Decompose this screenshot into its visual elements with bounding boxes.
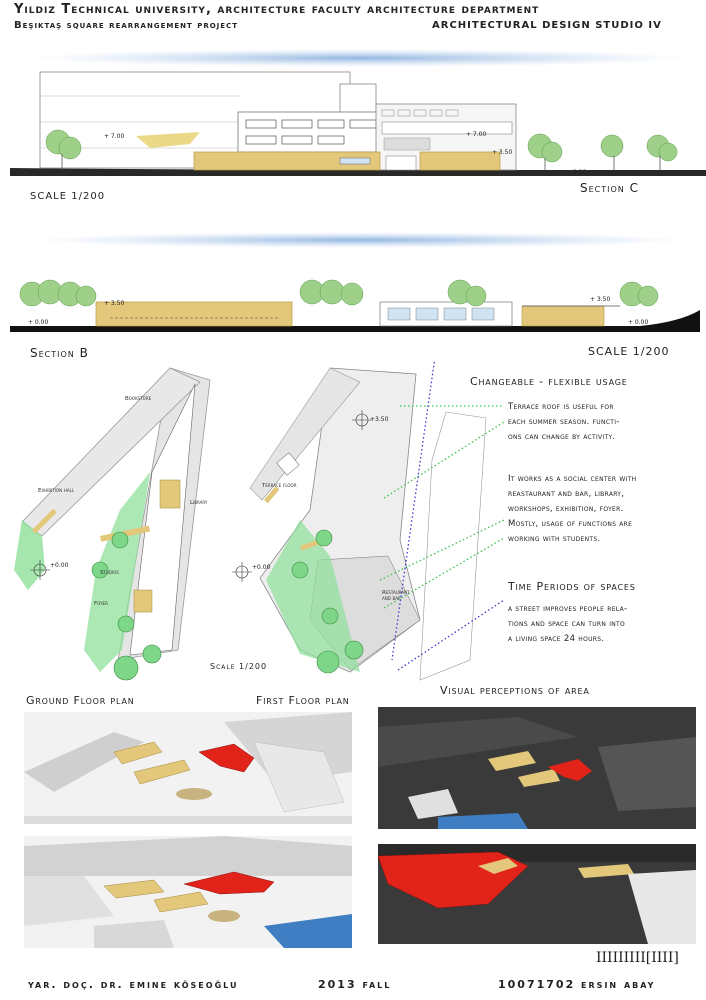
sky-band [30,49,690,67]
section-b-scale: SCALE 1/200 [588,345,670,358]
notes-p2-line: It works as a social center with [508,474,637,484]
notes-p3-line: a street improves people rela- [508,604,628,614]
label-restaurant: Restaurant and bar [382,590,410,602]
notes-p1-line: ons can change by activity. [508,432,616,442]
section-c-elev-350: + 3.50 [492,149,513,156]
render-night-1 [378,707,696,829]
section-c-elev-000: + 0.00 [566,169,587,176]
notes-p2-line: reastaurant and bar, library, [508,489,625,499]
notes-p2-line: Mostly, usage of functions are [508,519,633,529]
instructor-name: yar. doç. dr. emine köseoğlu [28,978,239,991]
notes-paragraph-2 [508,472,703,547]
label-foyer: Foyer [94,601,108,607]
plans-scale: Scale 1/200 [210,662,268,671]
student-id-name: 10071702 ersin abay [498,978,656,991]
section-b-elev-350b: + 3.50 [590,296,611,303]
studio-title: ARCHITECTURAL DESIGN STUDIO IV [432,20,662,31]
first-floor-title: First Floor plan [256,694,350,707]
section-c-elev-7a: + 7.00 [104,133,125,140]
section-b-elev-000b: + 0.00 [628,319,649,326]
notes-p2-line: working with students. [508,534,601,544]
label-bookstore: Bookstore [125,396,152,402]
section-c-scale: SCALE 1/200 [30,191,106,202]
notes-heading-2: Time Periods of spaces [508,580,636,593]
notes-p3-line: tions and space can turn into [508,619,626,629]
section-c-title: Section C [580,181,639,195]
term: 2013 fall [318,978,392,991]
scale-bars: IIIIIIIII[IIII] [596,950,679,966]
visual-perceptions-title: Visual perceptions of area [440,684,590,697]
section-b-drawing [0,222,706,332]
notes-p1-line: each summer season. functi- [508,417,620,427]
label-terrace: Terrace floor [262,483,297,489]
render-day-2 [24,836,352,948]
notes-p3-line: a living space 24 hours. [508,634,605,644]
first-floor-plan [232,368,486,680]
project-title: Beşiktaş square rearrangement project [14,20,238,31]
ground-floor-plan [14,368,210,680]
label-elev-ff-top: +3.50 [370,416,389,423]
label-library: Library [190,500,208,506]
notes-p2-line: workshops, exhibition, foyer. [508,504,624,514]
label-exhibition: Exhibition hall [38,488,75,494]
ground-floor-title: Ground Floor plan [26,694,135,707]
notes-paragraph-3 [508,602,698,647]
section-c-elev-7b: + 7.00 [466,131,487,138]
section-c-drawing [0,36,706,196]
section-b-elev-000a: + 0.00 [28,319,49,326]
section-b-title: Section B [30,346,89,360]
university-title: Yildiz Technical university, architecture faculty architecture department [14,2,540,17]
render-night-2 [378,844,696,944]
notes-heading-1: Changeable - flexible usage [470,375,628,388]
notes-p1-line: Terrace roof is useful for [508,402,614,412]
label-elev-ff: +0.00 [252,564,271,571]
label-elev-gf: +0.00 [50,562,69,569]
label-studios: Studios [100,570,119,576]
section-b-elev-350a: + 3.50 [104,300,125,307]
render-day-1 [24,712,352,824]
notes-paragraph-1 [508,400,698,445]
